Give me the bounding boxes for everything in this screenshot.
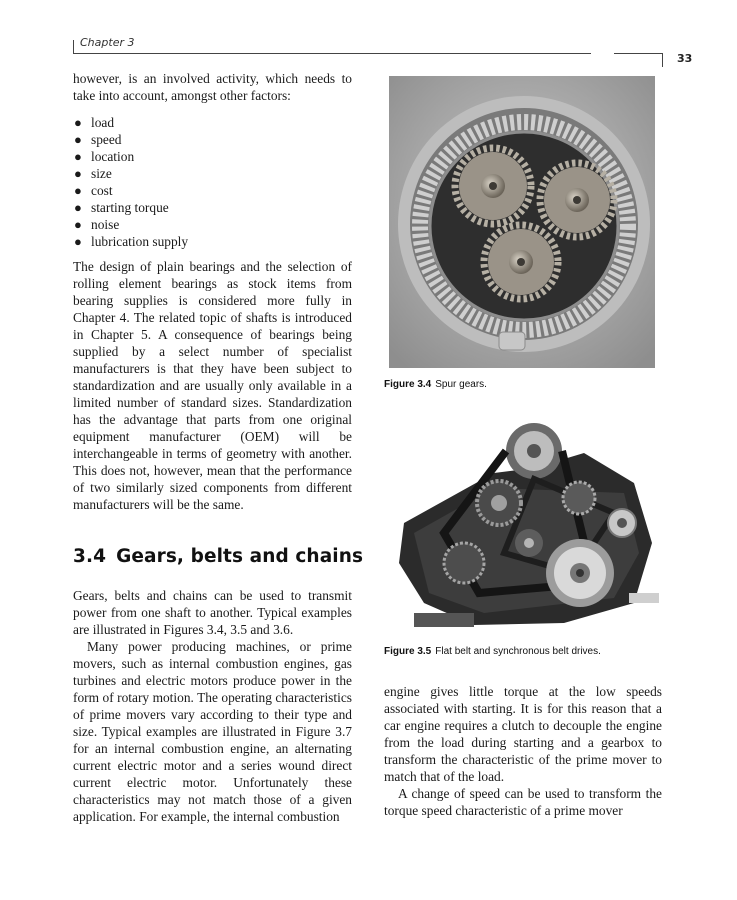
bullet-icon: ●	[74, 234, 82, 249]
right-column	[384, 683, 662, 819]
spur-gears-illustration	[389, 76, 655, 368]
section-number: 3.4	[73, 546, 107, 567]
figure-caption-text: Spur gears.	[435, 379, 487, 390]
figure-spur-gears	[389, 76, 655, 368]
figure-belt-drives	[384, 413, 662, 631]
bullet-icon: ●	[74, 149, 82, 164]
list-item: ● size	[74, 166, 112, 181]
list-item: ● lubrication supply	[74, 234, 189, 249]
figure-number: Figure 3.4	[384, 379, 432, 390]
bullet-icon: ●	[74, 183, 82, 198]
bullet-icon: ●	[74, 132, 82, 147]
list-item: ● noise	[74, 217, 120, 232]
list-item: ● location	[74, 149, 135, 164]
page-number: 33	[677, 52, 693, 65]
section-paragraph-1: Gears, belts and chains can be used to transmit power from one shaft to another. Typical examples are illustrated in Figures 3.4, 3.5 and 3.6.	[73, 588, 352, 637]
figure-number: Figure 3.5	[384, 646, 432, 657]
header-rule-left-vertical	[73, 40, 74, 54]
list-item: ● cost	[74, 183, 113, 198]
intro-paragraph: however, is an involved activity, which needs to take into account, amongst other factors:	[73, 71, 352, 103]
bullet-icon: ●	[74, 217, 82, 232]
section-heading	[73, 546, 363, 567]
belt-drives-illustration	[384, 413, 662, 631]
section-body	[73, 587, 352, 825]
right-paragraph-1: engine gives little torque at the low speeds associated with starting. It is for this reason that a car engine requires a clutch to decouple the engine from the load during starting and a gearbox to transform the characteristic of the prime mover to match that of the load.	[384, 684, 662, 784]
section-paragraph-2: Many power producing machines, or prime movers, such as internal combustion engines, gas turbines and electric motors produce power in the form of rotary motion. The operating characteristics of prime movers vary according to their type and size. Typical examples are illustrated in Figure 3.7 for an internal combustion engine, an alternating current electric motor and a series wound direct current electric motor. Unfortunately these characteristics may not match those of a given application. For example, the internal combustion	[73, 639, 352, 824]
figure-caption-3-4	[384, 379, 487, 390]
bullet-icon: ●	[74, 166, 82, 181]
list-item: ● speed	[74, 132, 122, 147]
bullet-icon: ●	[74, 115, 82, 130]
header-rule-right	[614, 53, 663, 54]
list-item: ● load	[74, 115, 115, 130]
running-header-chapter: Chapter 3	[80, 36, 135, 49]
list-item: ● starting torque	[74, 200, 169, 215]
right-paragraph-2: A change of speed can be used to transform the torque speed characteristic of a prime mover	[384, 786, 662, 818]
header-rule-left	[73, 53, 591, 54]
section-title: Gears, belts and chains	[116, 546, 364, 567]
left-column	[73, 70, 352, 513]
header-rule-right-vertical	[662, 53, 663, 67]
figure-caption-3-5	[384, 646, 601, 657]
factor-list	[73, 114, 352, 250]
bullet-icon: ●	[74, 200, 82, 215]
figure-caption-text: Flat belt and synchronous belt drives.	[435, 646, 601, 657]
bearings-paragraph: The design of plain bearings and the selection of rolling element bearings as stock items from bearing supplies is considered more fully in Chapter 4. The related topic of shafts is introduced in Chapter 5. A consequence of bearings being supplied by a select number of specialist manufacturers is that they have been subject to standardization and are usually only available in a limited number of standard sizes. Standardization has the advantage that parts from one original equipment manufacturer (OEM) will be interchangeable in terms of geometry with another. This does not, however, mean that the performance of two similarly sized components from different manufacturers will be the same.	[73, 259, 352, 512]
